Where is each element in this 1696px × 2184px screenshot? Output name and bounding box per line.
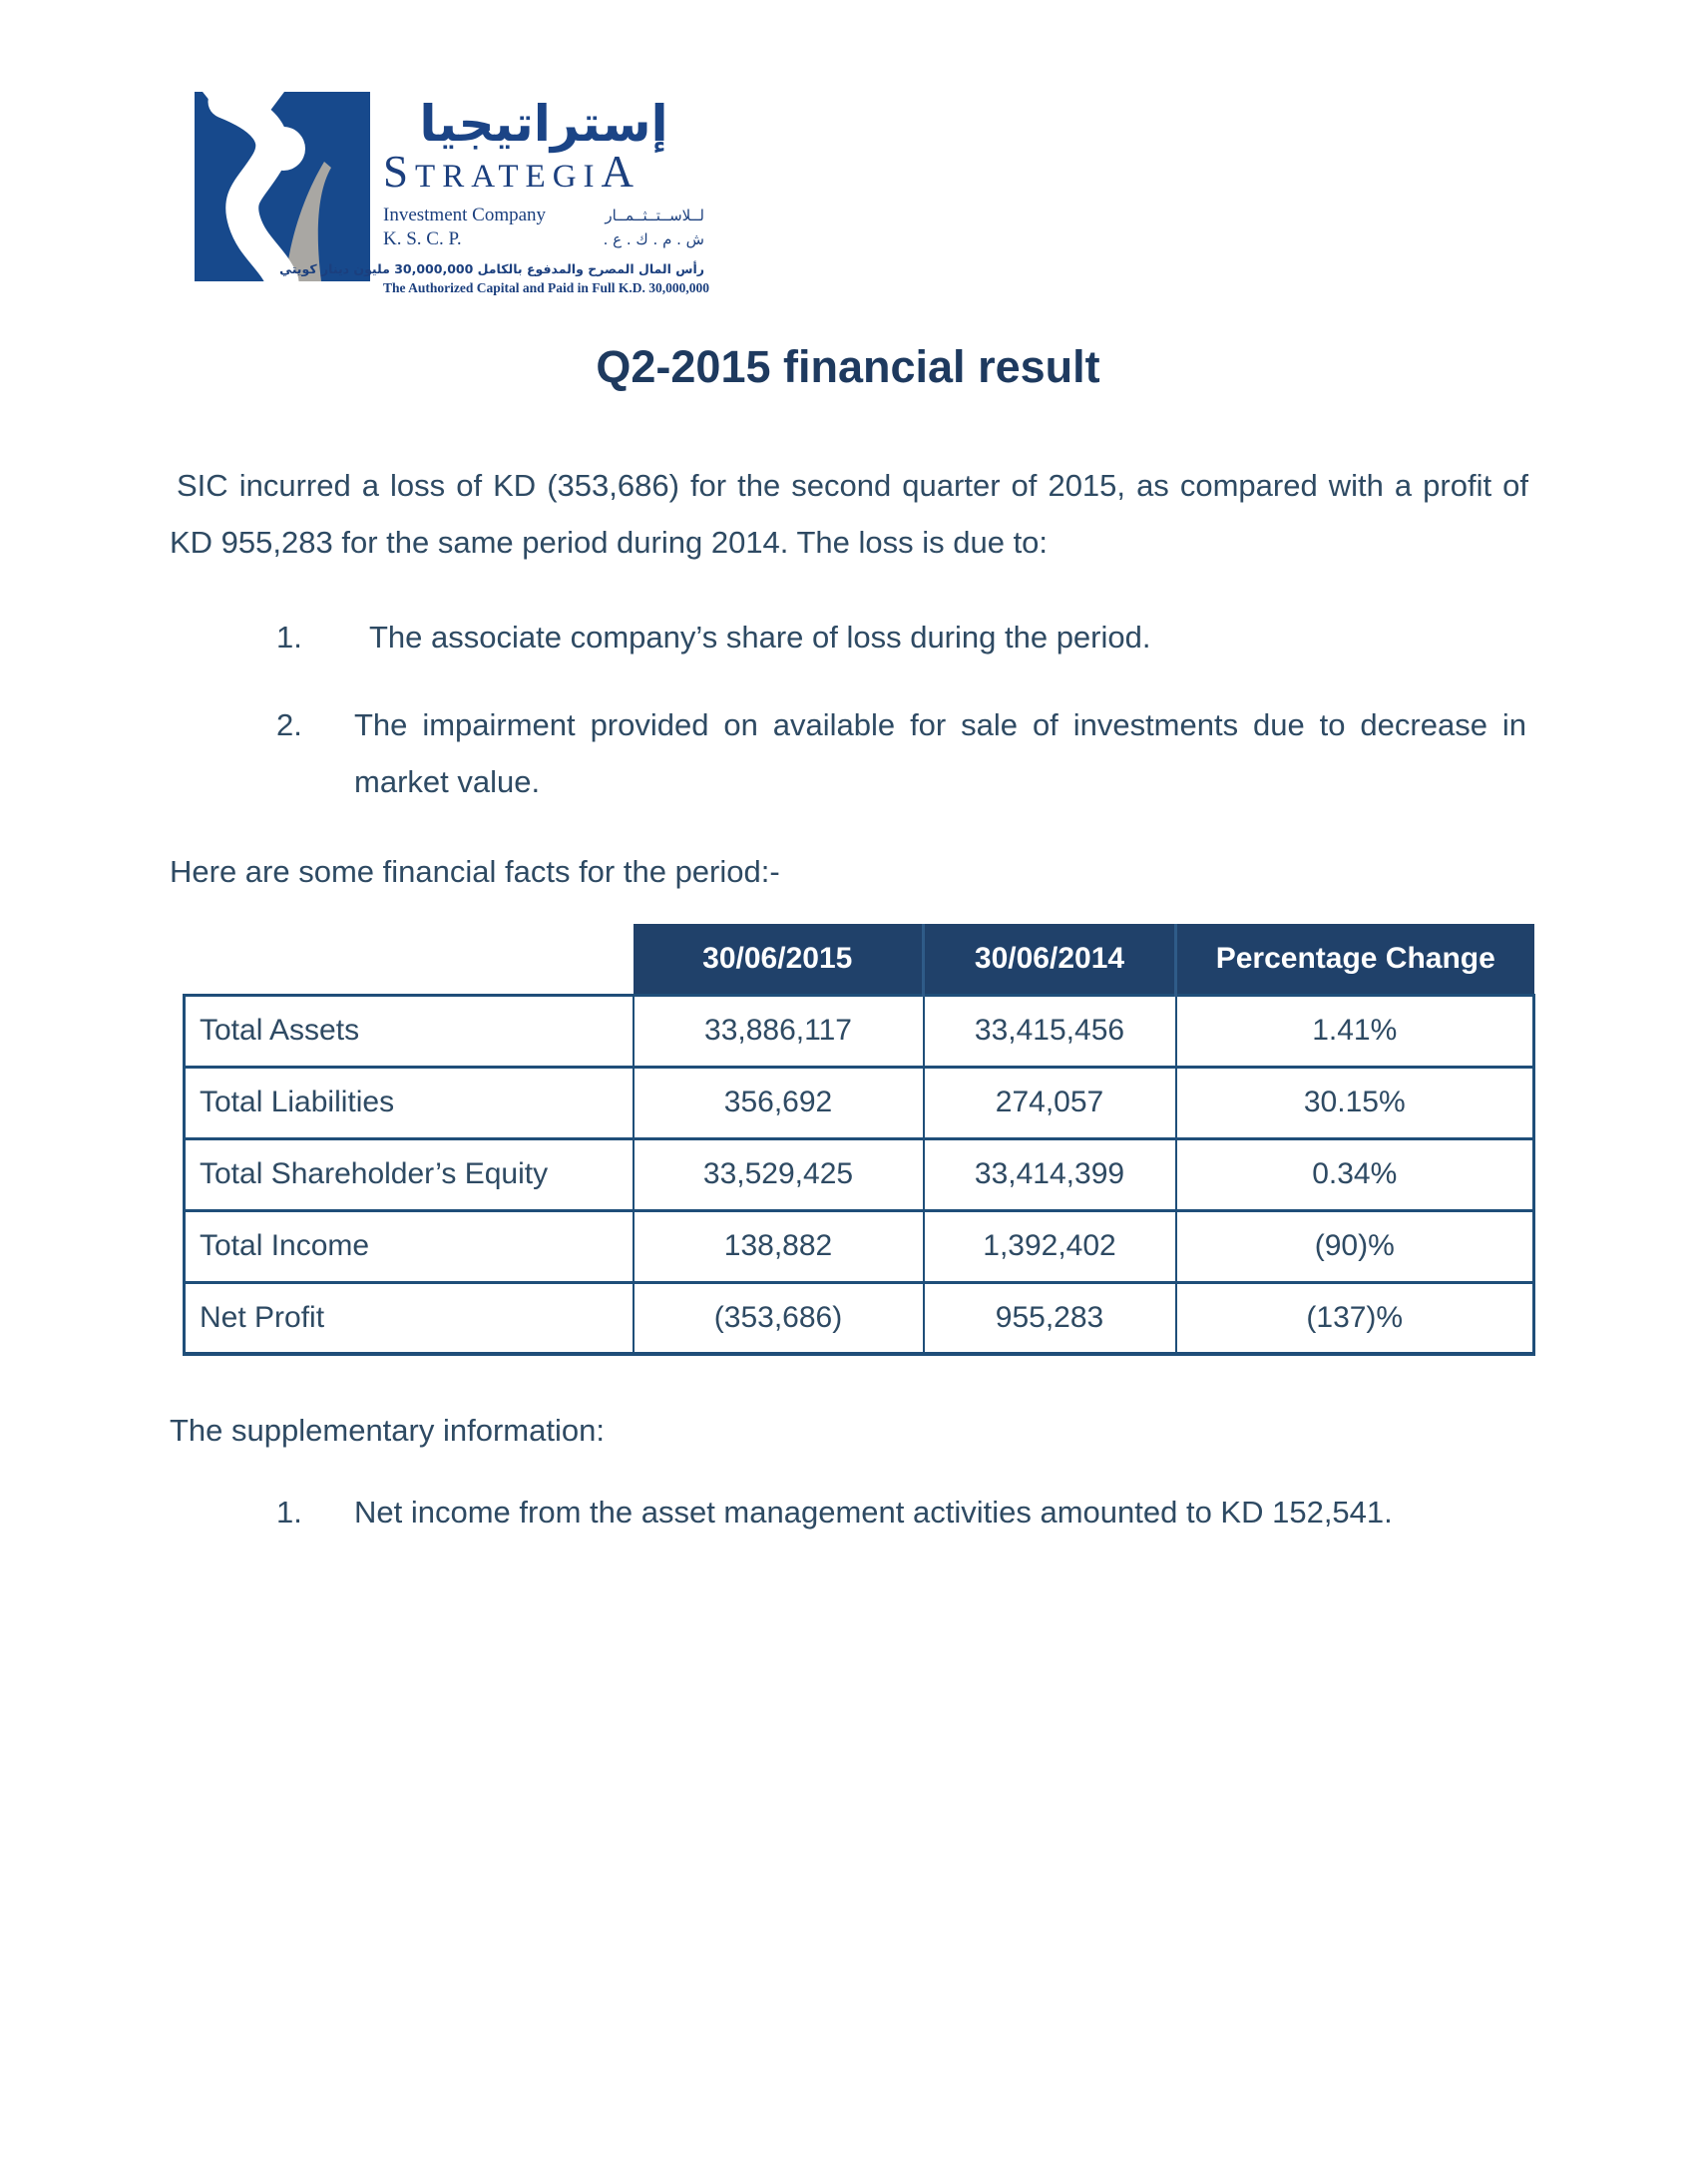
row-label: Total Income — [185, 1210, 634, 1282]
list-item — [276, 1484, 1526, 1540]
company-logo — [195, 92, 710, 296]
value-2015: 356,692 — [634, 1067, 924, 1138]
financial-facts-table — [183, 924, 1535, 1356]
logo-kscp-ar: ش . م . ك . ع . — [603, 230, 704, 248]
row-label: Total Assets — [185, 995, 634, 1067]
value-2015: 33,886,117 — [634, 995, 924, 1067]
table-header-change: Percentage Change — [1176, 924, 1534, 995]
supplementary-heading: The supplementary information: — [170, 1413, 605, 1448]
logo-capital-arabic: رأس المال المصرح والمدفوع بالكامل 30,000,000 مليون دينار كويتي — [279, 261, 704, 276]
value-2014: 955,283 — [924, 1282, 1176, 1354]
row-label: Total Shareholder’s Equity — [185, 1138, 634, 1210]
list-item — [276, 696, 1526, 810]
list-item — [276, 609, 1526, 665]
value-2015: 138,882 — [634, 1210, 924, 1282]
table-header-2014: 30/06/2014 — [924, 924, 1176, 995]
logo-arabic-brand: إستراتيجيا — [419, 95, 668, 153]
logo-wordmark-middle: TRATEGI — [415, 159, 602, 195]
logo-company-en: Investment Company — [383, 205, 547, 225]
table-row — [185, 1138, 1534, 1210]
table-row — [185, 995, 1534, 1067]
value-2014: 274,057 — [924, 1067, 1176, 1138]
value-2015: 33,529,425 — [634, 1138, 924, 1210]
list-item-number: 1. — [276, 1495, 302, 1529]
value-2014: 33,414,399 — [924, 1138, 1176, 1210]
list-item-number: 1. — [276, 620, 302, 655]
strategia-logo-icon — [195, 92, 370, 281]
table-corner-cell — [185, 924, 634, 995]
facts-intro-line: Here are some financial facts for the period:- — [170, 854, 780, 889]
list-item-text: Net income from the asset management activities amounted to KD 152,541. — [354, 1495, 1393, 1529]
supplementary-list — [276, 1484, 1526, 1540]
value-2014: 33,415,456 — [924, 995, 1176, 1067]
table-header-2015: 30/06/2015 — [634, 924, 924, 995]
value-change: 1.41% — [1176, 995, 1534, 1067]
logo-text-block — [279, 92, 710, 296]
value-change: 30.15% — [1176, 1067, 1534, 1138]
logo-wordmark-last-letter: A — [601, 147, 641, 197]
list-item-number: 2. — [276, 707, 302, 742]
value-2015: (353,686) — [634, 1282, 924, 1354]
list-item-text: The impairment provided on available for sale of investments due to decrease in market value. — [354, 707, 1526, 799]
value-change: (90)% — [1176, 1210, 1534, 1282]
logo-kscp-en: K. S. C. P. — [383, 228, 462, 249]
row-label: Net Profit — [185, 1282, 634, 1354]
intro-paragraph: SIC incurred a loss of KD (353,686) for the second quarter of 2015, as compared with a profit of KD 955,283 for the same period during 2014. The loss is due to: — [170, 468, 1528, 560]
value-2014: 1,392,402 — [924, 1210, 1176, 1282]
table-row — [185, 1282, 1534, 1354]
table-row — [185, 1210, 1534, 1282]
logo-capital-english: The Authorized Capital and Paid in Full K.D. 30,000,000 — [383, 280, 710, 295]
logo-wordmark — [383, 147, 704, 197]
table-header-row — [185, 924, 1534, 995]
logo-company-ar: لــلاســتــثــمــار — [605, 207, 704, 224]
page-title: Q2-2015 financial result — [596, 341, 1100, 392]
logo-wordmark-first-letter: S — [383, 147, 416, 197]
table-row — [185, 1067, 1534, 1138]
loss-reasons-list — [276, 609, 1526, 841]
logo-company-line — [383, 204, 704, 227]
value-change: 0.34% — [1176, 1138, 1534, 1210]
logo-kscp-line — [383, 227, 704, 251]
list-item-text: The associate company’s share of loss during the period. — [369, 620, 1151, 655]
row-label: Total Liabilities — [185, 1067, 634, 1138]
value-change: (137)% — [1176, 1282, 1534, 1354]
